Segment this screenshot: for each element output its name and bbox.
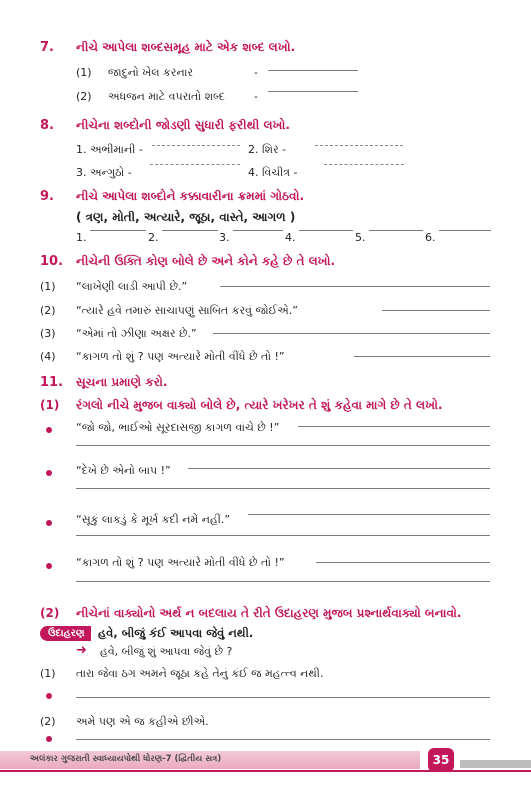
q11-sub2-number: (2) [40,606,60,620]
q9-slot-5-line[interactable] [369,230,423,231]
q9-slot-1-line[interactable] [90,230,146,231]
q11-sub1-item2: “દેખે છે એનો બાપ !” [76,464,171,477]
q8-item3: 3. અન્ગુઠો - [76,166,132,179]
q11-sub1-item1-line-b[interactable] [76,445,490,446]
q11-sub1-item4-line-b[interactable] [76,581,490,582]
bullet-icon [46,693,52,699]
q10-item3-number: (3) [40,327,56,340]
q8-item4-answer-line[interactable] [324,164,404,165]
q9-word-list: ( ત્રણ, મોતી, અત્યારે, જૂઠા, વાસ્તે, આગળ ) [76,210,296,224]
q8-number: 8. [40,118,54,133]
q8-item2: 2. શિર - [248,143,287,156]
q10-item2-text: “ત્યારે હવે તમારું સાચાપણું સાબિત કરવું જોઈએ.” [76,304,298,317]
q10-item4-answer-line[interactable] [354,356,490,357]
q10-item3-text: “એમાં તો ઝીણા અક્ષર છે.” [76,327,197,340]
q7-item2-dash: - [254,90,258,103]
q10-item1-text: “લાખેણી લાડી આપી છે.” [76,280,188,293]
q10-item1-answer-line[interactable] [220,286,490,287]
bullet-icon [46,520,52,526]
example-badge: ઉદાહરણ [40,626,91,641]
q10-title: નીચેની ઉક્તિ કોણ બોલે છે અને કોને કહે છે તે લખો. [76,254,336,268]
q8-item1: 1. અભીમાની - [76,143,143,156]
q10-item4-number: (4) [40,350,56,363]
bullet-icon [46,470,52,476]
footer-grey-block [460,760,531,768]
q11-sub2-item2-answer-line[interactable] [76,739,490,740]
q9-slot-3: 3. [219,231,230,244]
q11-sub1-item3-line-b[interactable] [76,535,490,536]
q7-number: 7. [40,40,54,55]
q11-sub2-title: નીચેનાં વાક્યોનો અર્થ ન બદલાય તે રીતે ઉદાહરણ મુજબ પ્રશ્નાર્થવાક્યો બનાવો. [76,606,462,620]
q11-sub2-item1-number: (1) [40,667,56,680]
q11-sub1-item2-line-a[interactable] [188,468,490,469]
example-text: હવે, બીજું કંઈ આપવા જેવું નથી. [98,626,254,640]
q9-slot-1: 1. [76,231,87,244]
q9-slot-2-line[interactable] [162,230,218,231]
q11-sub1-item4-line-a[interactable] [316,562,490,563]
q7-item1-text: જાદુનો ખેલ કરનાર [108,66,194,79]
q8-item4: 4. વિચીત્ર - [248,166,298,179]
q11-sub1-title: રંગલો નીચે મુજબ વાક્યો બોલે છે, ત્યારે ખરેખર તે શું કહેવા માગે છે તે લખો. [76,398,443,412]
q9-slot-6-line[interactable] [439,230,491,231]
q10-item3-answer-line[interactable] [213,333,490,334]
q9-slot-2: 2. [148,231,159,244]
q11-sub1-item3-line-a[interactable] [248,514,490,515]
footer-book-title: અલંકાર ગુજરાતી સ્વાધ્યાયપોથી ધોરણ-7 (દ્વિતીય સત્ર) [30,754,222,764]
q11-sub1-item4: “કાગળ તો શું ? પણ અત્યારે મોતી વીંધે છે તો !” [76,556,285,569]
q9-slot-3-line[interactable] [233,230,283,231]
q11-sub2-item2-number: (2) [40,715,56,728]
q10-number: 10. [40,254,64,269]
q7-item2-number: (2) [76,90,92,103]
q8-title: નીચેના શબ્દોની જોડણી સુધારી ફરીથી લખો. [76,118,290,132]
q9-title: નીચે આપેલા શબ્દોને કક્કાવારીના ક્રમમાં ગોઠવો. [76,189,305,203]
q11-number: 11. [40,375,64,390]
q11-sub1-item1: “જો જો, ભાઈઓ સૂરદાસજી કાગળ વાંચે છે !” [76,421,280,434]
q9-number: 9. [40,189,54,204]
q11-sub1-item3: “સૂકું લાકડું કે મૂર્ખ કદી નમે નહીં.” [76,513,231,526]
q11-sub2-item1-text: તારા જેવા ઠગ અમને જૂઠા કહે તેનું કંઈ જ મહત્ત્વ નથી. [76,667,324,680]
q9-slot-4: 4. [285,231,296,244]
q11-sub2-item2-text: અમે પણ એ જ કહીએ છીએ. [76,715,209,728]
q9-slot-6: 6. [425,231,436,244]
example-answer: હવે, બીજું શું આપવા જેવું છે ? [100,645,233,658]
bullet-icon [46,736,52,742]
q7-item1-answer-line[interactable] [268,70,358,71]
q7-item2-answer-line[interactable] [268,91,358,92]
q8-item2-answer-line[interactable] [315,145,403,146]
q7-item1-number: (1) [76,66,92,79]
q10-item4-text: “કાગળ તો શું ? પણ અત્યારે મોતી વીંધે છે તો !” [76,350,285,363]
q7-item2-text: અંધજન માટે વપરાતો શબ્દ [108,90,225,103]
q10-item2-number: (2) [40,304,56,317]
q9-slot-5: 5. [355,231,366,244]
q11-sub1-item1-line-a[interactable] [298,426,490,427]
q11-sub1-number: (1) [40,398,60,412]
bullet-icon [46,563,52,569]
q7-item1-dash: - [254,66,258,79]
bullet-icon [46,427,52,433]
q10-item1-number: (1) [40,280,56,293]
q9-slot-4-line[interactable] [299,230,353,231]
q8-item3-answer-line[interactable] [150,164,240,165]
q11-sub2-item1-answer-line[interactable] [76,697,490,698]
arrow-right-icon: ➜ [76,643,87,658]
q10-item2-answer-line[interactable] [382,310,490,311]
q11-sub1-item2-line-b[interactable] [76,488,490,489]
page-number: 35 [428,748,454,772]
q8-item1-answer-line[interactable] [152,145,240,146]
q11-title: સૂચના પ્રમાણે કરો. [76,375,168,389]
q7-title: નીચે આપેલા શબ્દસમૂહ માટે એક શબ્દ લખો. [76,40,296,54]
